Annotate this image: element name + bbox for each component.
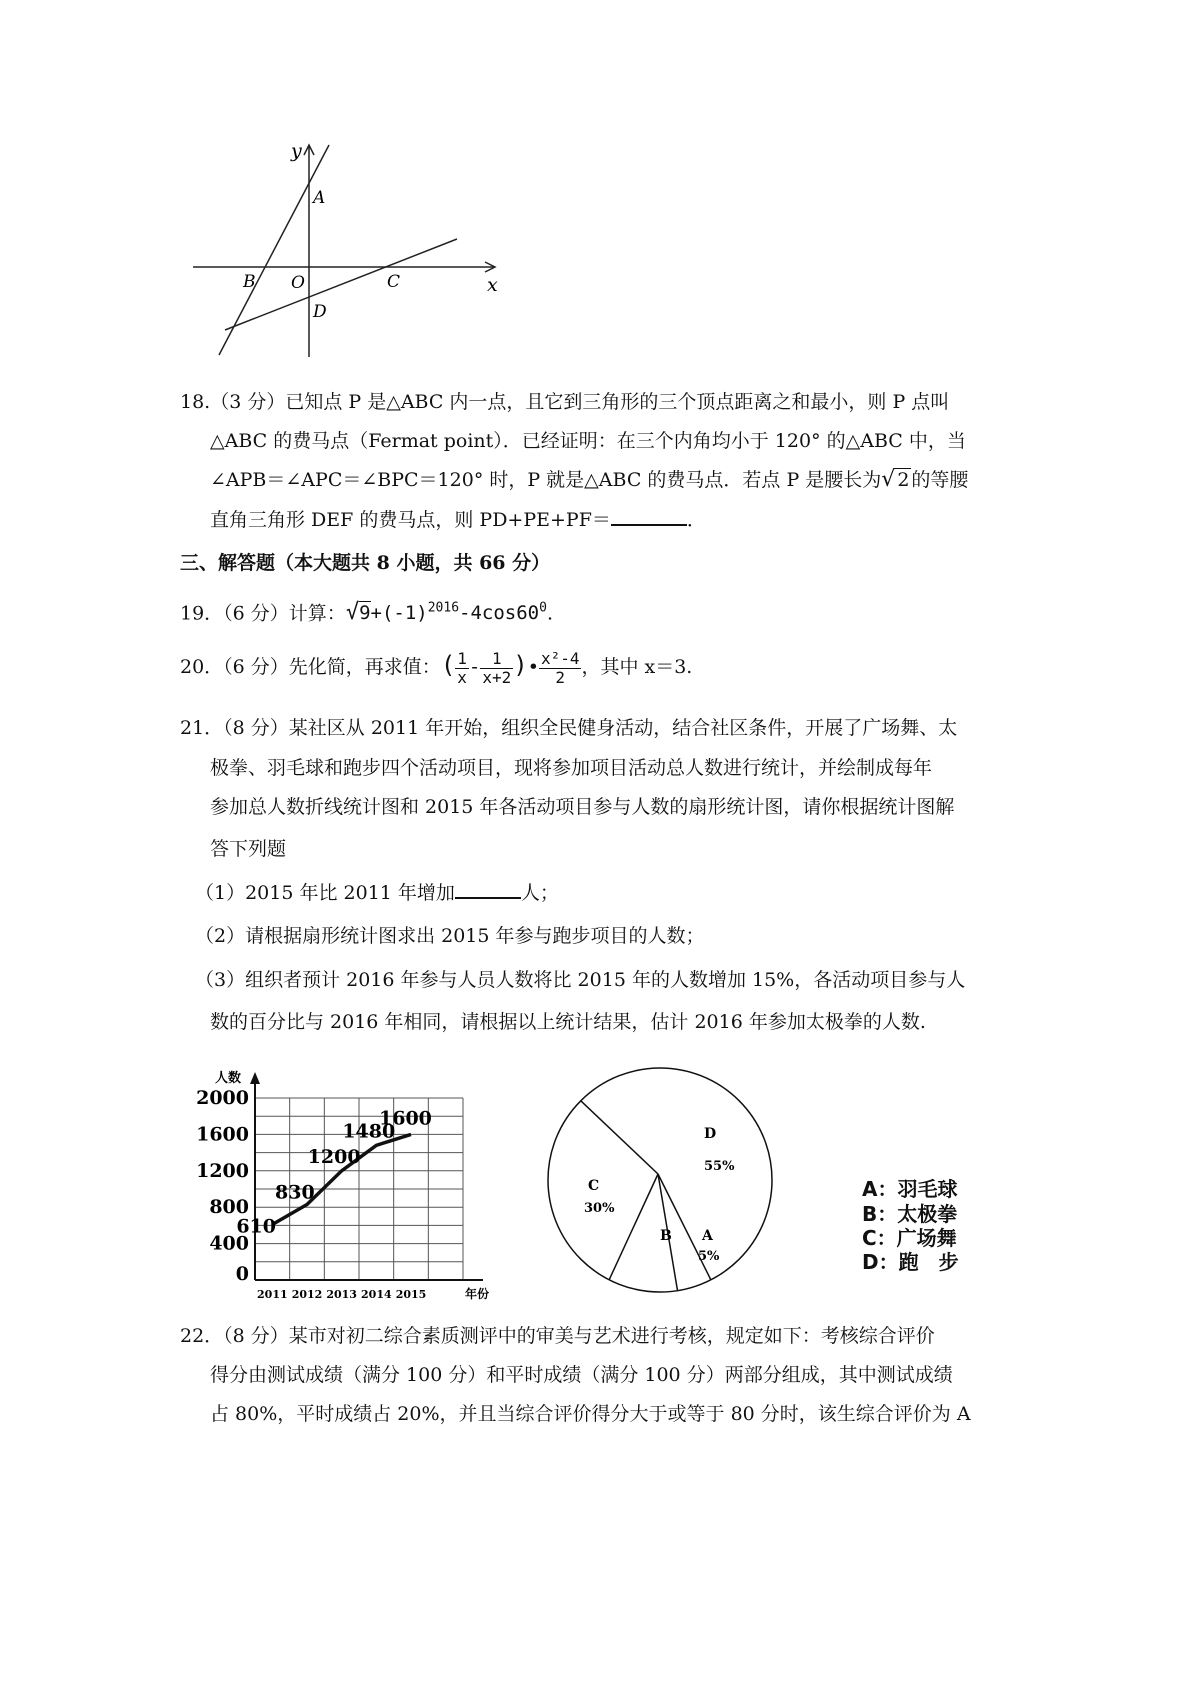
fraction-2: $\frac{1}{x+2}$ <box>482 648 512 687</box>
q20-suffix: ，其中 x＝3. <box>581 656 693 678</box>
data-label: 610 <box>236 1215 277 1238</box>
x-tick-label: 2013 <box>326 1288 357 1301</box>
fraction-3: $\frac{\text{x²-4}}{2}$ <box>540 648 580 687</box>
y-tick-label: 1600 <box>196 1123 249 1146</box>
pie-slice-label: B <box>660 1228 672 1244</box>
point-a-label: A <box>313 188 326 208</box>
q22-line-3: 占 80%，平时成绩占 20%，并且当综合评价得分大于或等于 80 分时，该生综合评价为 A <box>210 1403 971 1425</box>
data-label: 1600 <box>379 1107 432 1130</box>
q19-end: . <box>546 602 553 625</box>
y-tick-label: 400 <box>209 1232 249 1255</box>
x-tick-label: 2012 <box>291 1288 323 1301</box>
q19-exp: 2016 <box>427 601 460 616</box>
y-axis-arrow <box>250 1072 260 1084</box>
q18-line-1: 18.（3 分）已知点 P 是△ABC 内一点，且它到三角形的三个顶点距离之和最小，则 P 点叫 <box>180 391 950 413</box>
q22-line-1: 22．（8 分）某市对初二综合素质测评中的审美与艺术进行考核，规定如下：考核综合评价 <box>180 1325 935 1347</box>
q20-prefix: 20．（6 分）先化简，再求值： <box>180 656 441 678</box>
line-chart <box>195 1060 505 1305</box>
y-tick-label: 1200 <box>196 1159 249 1182</box>
fraction-1: $\frac{1}{x}$ <box>457 648 467 687</box>
data-label: 830 <box>275 1181 315 1204</box>
q21-sub-1b: 人； <box>520 882 559 904</box>
point-o-label: O <box>291 273 305 293</box>
sqrt-sign: √ <box>345 600 360 626</box>
answer-blank <box>611 506 687 526</box>
q21-sub-1 <box>195 879 559 907</box>
legend-item-a: A：羽毛球 <box>862 1177 958 1201</box>
point-d-label: D <box>313 302 327 322</box>
legend-item-c: C：广场舞 <box>862 1226 957 1250</box>
pie-slice-label: A <box>702 1228 713 1244</box>
data-label: 1480 <box>342 1120 396 1143</box>
point-b-label: B <box>243 272 256 292</box>
q21-line-4: 答下列题 <box>210 838 287 860</box>
q18-line-3b: 的等腰 <box>911 469 969 491</box>
y-tick-label: 2000 <box>196 1087 249 1109</box>
q19-expr: +(-1) <box>370 602 428 625</box>
pie-slice-percent: 5% <box>698 1249 720 1264</box>
q22-line-2: 得分由测试成绩（满分 100 分）和平时成绩（满分 100 分）两部分组成，其中测试成绩 <box>210 1364 953 1386</box>
q18-line-2: △ABC 的费马点（Fermat point）．已经证明：在三个内角均小于 120° 的△ABC 中，当 <box>210 430 966 452</box>
pie-slice-percent: 55% <box>704 1159 735 1174</box>
q21-sub-3-cont: 数的百分比与 2016 年相同，请根据以上统计结果，估计 2016 年参加太极拳的人数. <box>210 1011 926 1033</box>
pie-slice-label: D <box>704 1126 717 1142</box>
x-axis-label: 年份 <box>465 1287 490 1301</box>
section-3-heading: 三、解答题（本大题共 8 小题，共 66 分） <box>180 552 551 574</box>
q18-line-4 <box>210 506 706 534</box>
q19-expr2: -4cos60 <box>459 602 540 625</box>
coordinate-figure <box>185 135 525 365</box>
pie-slice-percent: 30% <box>584 1201 615 1216</box>
y-axis-label: 人数 <box>215 1071 242 1086</box>
y-tick-label: 800 <box>209 1196 249 1219</box>
x-tick-label: 2014 <box>361 1288 392 1301</box>
q21-sub-2: （2）请根据扇形统计图求出 2015 年参与跑步项目的人数； <box>195 925 705 947</box>
q19-exp2: 0 <box>539 601 547 616</box>
q20: 20．（6 分）先化简，再求值：( $\frac{1}{x}$ - $\frac{1}{x+2}$ )• $\frac{\text{x²-4}}{2}$ ，其中 x＝3. <box>180 648 693 687</box>
q18-line-3a: ∠APB＝∠APC＝∠BPC＝120° 时，P 就是△ABC 的费马点．若点 P 是腰长为 <box>210 469 882 491</box>
pie-slice-label: C <box>588 1178 600 1194</box>
q18-line-3 <box>210 466 968 494</box>
q19-sqrt-arg: 9 <box>359 602 371 625</box>
q21-line-1: 21．（8 分）某社区从 2011 年开始，组织全民健身活动，结合社区条件，开展了广场舞、太 <box>180 717 958 739</box>
data-label: 1200 <box>307 1145 361 1168</box>
q19-prefix: 19．（6 分）计算： <box>180 602 346 625</box>
legend-item-d: D：跑 步 <box>862 1250 959 1274</box>
q18-line-4-end: ． <box>686 509 706 531</box>
pie-chart <box>540 1060 780 1300</box>
q21-sub-1a: （1）2015 年比 2011 年增加 <box>195 882 455 904</box>
x-tick-label: 2011 <box>257 1288 288 1301</box>
q18-line-4-text: 直角三角形 DEF 的费马点，则 PD+PE+PF＝ <box>210 509 611 531</box>
y-tick-label: 0 <box>235 1263 249 1285</box>
q21-sub-3: （3）组织者预计 2016 年参与人员人数将比 2015 年的人数增加 15%，各活动项目参与人 <box>195 969 966 991</box>
answer-blank <box>455 879 521 899</box>
x-tick-label: 2015 <box>395 1288 427 1301</box>
y-axis-label: y <box>291 140 302 162</box>
q21-line-2: 极拳、羽毛球和跑步四个活动项目，现将参加项目活动总人数进行统计，并绘制成每年 <box>210 757 933 779</box>
sqrt-sign: √ <box>881 467 896 492</box>
q19 <box>180 595 553 627</box>
point-c-label: C <box>387 272 401 292</box>
q18-sqrt-arg: 2 <box>897 469 910 491</box>
x-axis-label: x <box>487 274 498 296</box>
legend-item-b: B：太极拳 <box>862 1202 958 1226</box>
q21-line-3: 参加总人数折线统计图和 2015 年各活动项目参与人数的扇形统计图，请你根据统计图解 <box>210 796 955 818</box>
